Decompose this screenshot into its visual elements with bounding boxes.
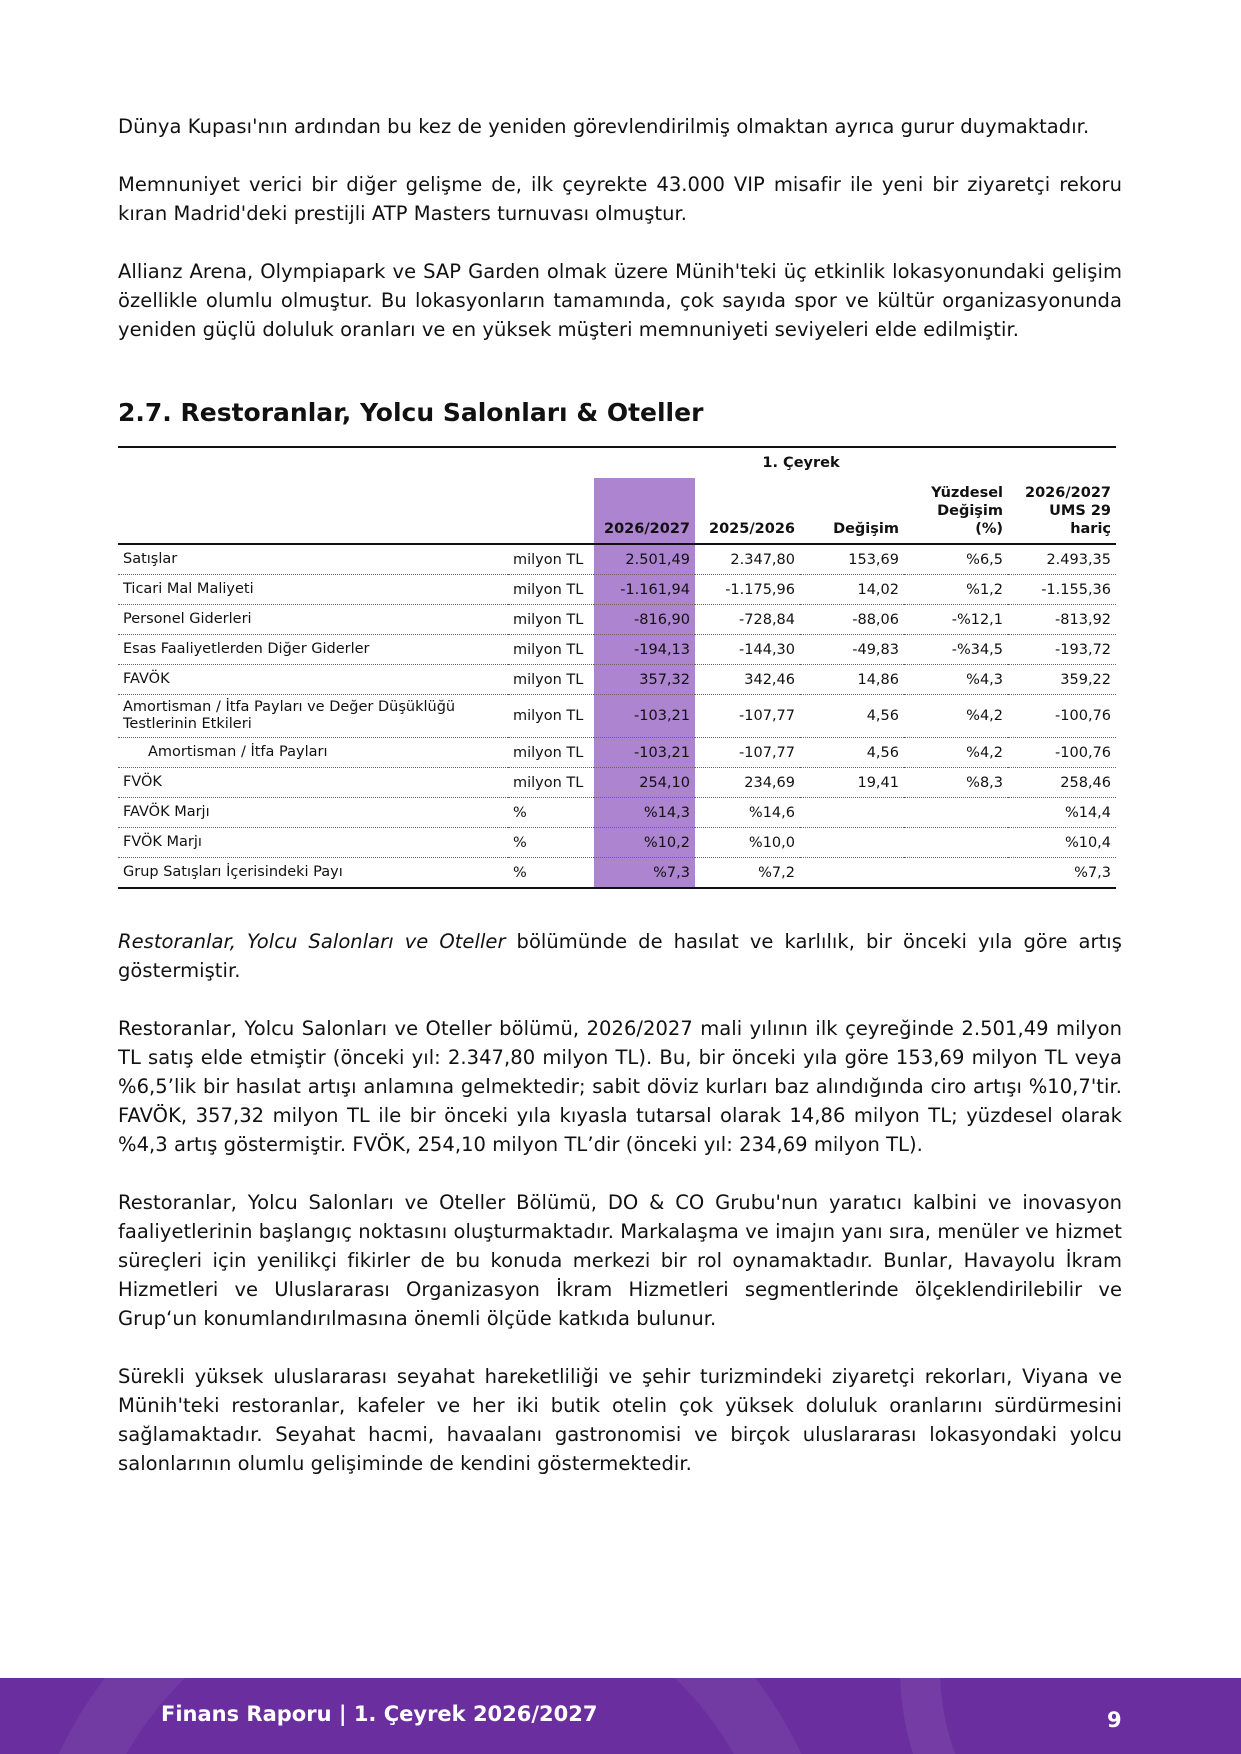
- table-cell: -816,90: [594, 605, 695, 635]
- column-header: [695, 478, 800, 544]
- table-cell: %4,3: [904, 665, 1008, 695]
- table-body: [118, 544, 1116, 888]
- table-cell: -1.155,36: [1008, 575, 1116, 605]
- table-cell: 258,46: [1008, 768, 1116, 798]
- financial-table-wrapper: [118, 446, 1116, 889]
- table-cell: %1,2: [904, 575, 1008, 605]
- section-heading: 2.7. Restoranlar, Yolcu Salonları & Oteller: [118, 398, 704, 427]
- row-label: Esas Faaliyetlerden Diğer Giderler: [118, 635, 508, 665]
- table-row: [118, 665, 1116, 695]
- financial-table: [118, 446, 1116, 889]
- table-cell: -194,13: [594, 635, 695, 665]
- table-group-header-row: [118, 447, 1116, 478]
- table-cell: %8,3: [904, 768, 1008, 798]
- table-cell: %6,5: [904, 544, 1008, 575]
- page-number: 9: [1107, 1708, 1122, 1732]
- table-row: [118, 635, 1116, 665]
- table-cell: -1.161,94: [594, 575, 695, 605]
- table-cell: [904, 798, 1008, 828]
- row-label: FVÖK: [118, 768, 508, 798]
- row-unit: milyon TL: [508, 605, 594, 635]
- row-label: Amortisman / İtfa Payları: [118, 738, 508, 768]
- table-cell: [904, 828, 1008, 858]
- paragraph: Restoranlar, Yolcu Salonları ve Oteller Bölümü, DO & CO Grubu'nun yaratıcı kalbini ve inovasyon faaliyetlerinin başlangıç noktasını oluşturmaktadır. Markalaşma ve imajın yanı sıra, menüler ve hizmet süreçleri için yenilikçi fikirler de bu konuda merkezi bir rol oynamaktadır. Bunlar, Havayolu İkram Hizmetleri ve Uluslararası Organizasyon İkram Hizmetleri segmentlerinde ölçeklendirilebilir ve Grup‘un konumlandırılmasına önemli ölçüde katkıda bulunur.: [118, 1191, 1122, 1330]
- table-cell: -107,77: [695, 738, 800, 768]
- table-cell: %10,0: [695, 828, 800, 858]
- table-cell: [904, 858, 1008, 889]
- table-cell: -813,92: [1008, 605, 1116, 635]
- table-cell: %4,2: [904, 738, 1008, 768]
- table-cell: -88,06: [800, 605, 904, 635]
- column-header-line: (%): [975, 521, 1004, 537]
- table-cell: 14,02: [800, 575, 904, 605]
- table-cell: [800, 828, 904, 858]
- table-cell: %7,2: [695, 858, 800, 889]
- row-unit: %: [508, 798, 594, 828]
- column-header-line: Yüzdesel: [931, 485, 1004, 501]
- column-header: [800, 478, 904, 544]
- row-unit: %: [508, 828, 594, 858]
- table-cell: 342,46: [695, 665, 800, 695]
- table-cell: -103,21: [594, 695, 695, 738]
- table-cell: [800, 858, 904, 889]
- column-header-line: Değişim: [833, 521, 899, 537]
- row-unit: milyon TL: [508, 665, 594, 695]
- paragraph: Sürekli yüksek uluslararası seyahat hareketliliği ve şehir turizmindeki ziyaretçi rekorları, Viyana ve Münih'teki restoranlar, kafeler ve her iki butik otelin çok yüksek doluluk oranlarını sürdürmesini sağlamaktadır. Seyahat hacmi, havaalanı gastronomisi ve birçok uluslararası lokasyondaki yolcu salonlarının olumlu gelişiminde de kendini göstermektedir.: [118, 1365, 1122, 1475]
- row-label: Grup Satışları İçerisindeki Payı: [118, 858, 508, 889]
- table-row: [118, 575, 1116, 605]
- table-cell: [800, 798, 904, 828]
- page-content: [118, 112, 1122, 1478]
- paragraph: Memnuniyet verici bir diğer gelişme de, ilk çeyrekte 43.000 VIP misafir ile yeni bir ziyaretçi rekoru kıran Madrid'deki prestijli ATP Masters turnuvası olmuştur.: [118, 173, 1122, 225]
- table-cell: -1.175,96: [695, 575, 800, 605]
- table-cell: -100,76: [1008, 738, 1116, 768]
- row-label: Amortisman / İtfa Payları ve Değer Düşüklüğü Testlerinin Etkileri: [118, 695, 508, 738]
- table-row: [118, 768, 1116, 798]
- table-cell: -728,84: [695, 605, 800, 635]
- table-cell: -107,77: [695, 695, 800, 738]
- table-cell: 234,69: [695, 768, 800, 798]
- paragraph-italic-lead: [118, 927, 1122, 985]
- paragraph: Allianz Arena, Olympiapark ve SAP Garden olmak üzere Münih'teki üç etkinlik lokasyonundaki gelişim özellikle olumlu olmuştur. Bu lokasyonların tamamında, çok sayıda spor ve kültür organizasyonunda yeniden güçlü doluluk oranları ve en yüksek müşteri memnuniyeti seviyeleri elde edilmiştir.: [118, 260, 1122, 341]
- row-unit: milyon TL: [508, 635, 594, 665]
- table-cell: 357,32: [594, 665, 695, 695]
- table-row: [118, 695, 1116, 738]
- row-unit: milyon TL: [508, 544, 594, 575]
- table-cell: -49,83: [800, 635, 904, 665]
- row-label: FVÖK Marjı: [118, 828, 508, 858]
- table-cell: 19,41: [800, 768, 904, 798]
- table-row: [118, 605, 1116, 635]
- column-header-line: Değişim: [937, 503, 1004, 519]
- row-unit: milyon TL: [508, 695, 594, 738]
- table-row: [118, 544, 1116, 575]
- table-cell: %4,2: [904, 695, 1008, 738]
- table-cell: %7,3: [594, 858, 695, 889]
- table-cell: 4,56: [800, 695, 904, 738]
- column-header: [1008, 478, 1116, 544]
- table-cell: -%12,1: [904, 605, 1008, 635]
- paragraph-text: bölümünde de hasılat ve karlılık, bir önceki yıla göre artış göstermiştir.: [118, 930, 1122, 982]
- row-label: FAVÖK: [118, 665, 508, 695]
- row-unit: milyon TL: [508, 768, 594, 798]
- table-column-header-row: [118, 478, 1116, 544]
- table-cell: 4,56: [800, 738, 904, 768]
- table-row: [118, 858, 1116, 889]
- table-cell: %14,6: [695, 798, 800, 828]
- table-cell: 254,10: [594, 768, 695, 798]
- column-header-line: hariç: [1070, 521, 1112, 537]
- table-cell: %7,3: [1008, 858, 1116, 889]
- table-cell: 2.493,35: [1008, 544, 1116, 575]
- footer-title: Finans Raporu | 1. Çeyrek 2026/2027: [161, 1702, 598, 1726]
- page-footer: [0, 1678, 1241, 1754]
- row-unit: %: [508, 858, 594, 889]
- table-cell: %10,4: [1008, 828, 1116, 858]
- column-header-line: UMS 29: [1049, 503, 1112, 519]
- column-header-line: 2026/2027: [1025, 485, 1112, 501]
- table-row: [118, 798, 1116, 828]
- row-label: Ticari Mal Maliyeti: [118, 575, 508, 605]
- row-label: Satışlar: [118, 544, 508, 575]
- table-cell: 153,69: [800, 544, 904, 575]
- table-cell: -103,21: [594, 738, 695, 768]
- table-cell: -144,30: [695, 635, 800, 665]
- row-unit: milyon TL: [508, 575, 594, 605]
- table-cell: -%34,5: [904, 635, 1008, 665]
- table-row: [118, 828, 1116, 858]
- table-cell: %14,4: [1008, 798, 1116, 828]
- table-cell: 2.501,49: [594, 544, 695, 575]
- table-cell: 2.347,80: [695, 544, 800, 575]
- table-cell: %14,3: [594, 798, 695, 828]
- paragraph: Dünya Kupası'nın ardından bu kez de yeniden görevlendirilmiş olmaktan ayrıca gurur duymaktadır.: [118, 115, 1090, 138]
- column-header-line: 2026/2027: [603, 521, 690, 537]
- paragraph: Restoranlar, Yolcu Salonları ve Oteller bölümü, 2026/2027 mali yılının ilk çeyreğinde 2.501,49 milyon TL satış elde etmiştir (önceki yıl: 2.347,80 milyon TL). Bu, bir önceki yıla göre 153,69 milyon TL veya %6,5’lik bir hasılat artışı anlamına gelmektedir; sabit döviz kurları baz alındığında ciro artışı %10,7'tir. FAVÖK, 357,32 milyon TL ile bir önceki yıla kıyasla tutarsal olarak 14,86 milyon TL; yüzdesel olarak %4,3 artış göstermiştir. FVÖK, 254,10 milyon TL’dir (önceki yıl: 234,69 milyon TL).: [118, 1017, 1122, 1156]
- column-header-line: 2025/2026: [708, 521, 795, 537]
- column-header: [904, 478, 1008, 544]
- table-cell: 359,22: [1008, 665, 1116, 695]
- table-cell: %10,2: [594, 828, 695, 858]
- quarter-group-header: 1. Çeyrek: [594, 447, 1008, 478]
- footer-decoration: [900, 1678, 1241, 1754]
- column-header: [594, 478, 695, 544]
- italic-segment-title: Restoranlar, Yolcu Salonları ve Oteller: [118, 930, 506, 953]
- table-cell: -100,76: [1008, 695, 1116, 738]
- table-cell: -193,72: [1008, 635, 1116, 665]
- table-row: [118, 738, 1116, 768]
- table-cell: 14,86: [800, 665, 904, 695]
- row-label: FAVÖK Marjı: [118, 798, 508, 828]
- row-label: Personel Giderleri: [118, 605, 508, 635]
- row-unit: milyon TL: [508, 738, 594, 768]
